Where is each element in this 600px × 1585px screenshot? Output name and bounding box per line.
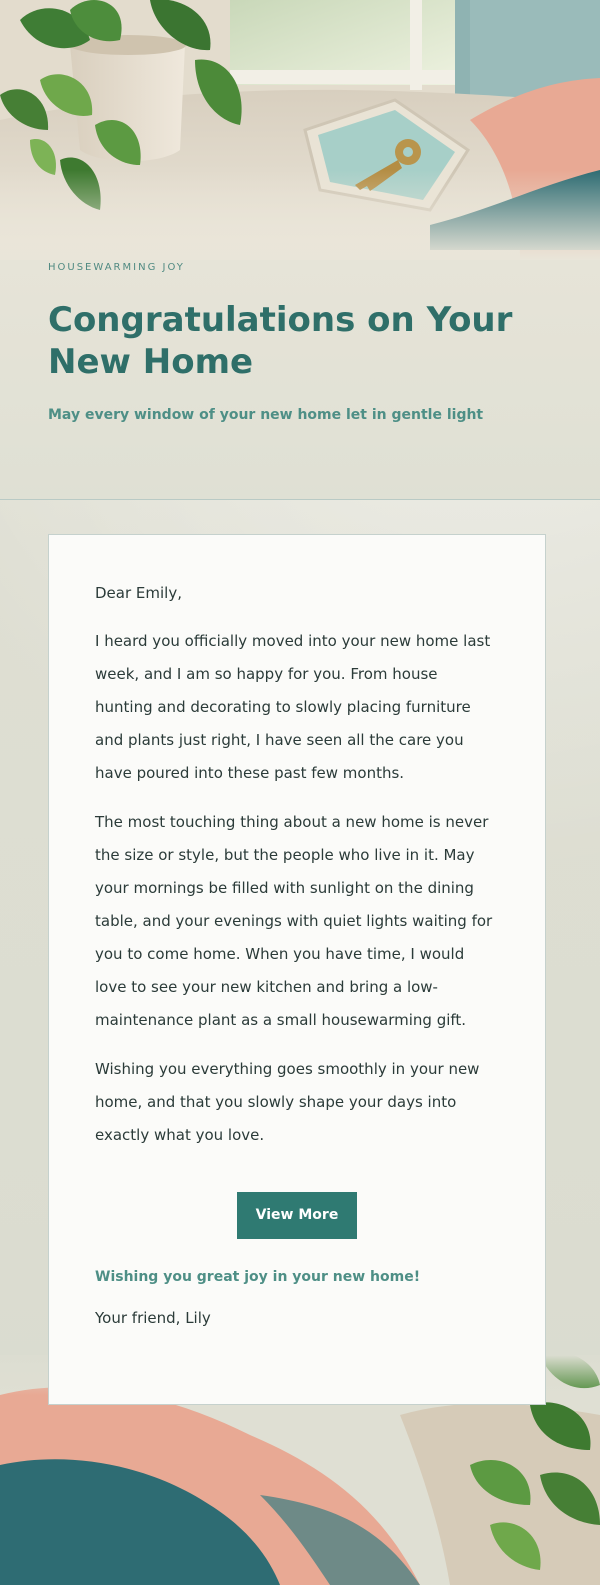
page-title: Congratulations on Your New Home (48, 300, 513, 382)
cta-container (95, 1192, 499, 1239)
letter-card (48, 534, 546, 1405)
letter-paragraph: I heard you officially moved into your new home last week, and I am so happy for you. From house hunting and decorating to slowly placing furniture and plants just right, I have seen all the care you have poured into these past few months. (95, 632, 491, 782)
eyebrow-label: HOUSEWARMING JOY (48, 262, 185, 273)
closing-line: Wishing you great joy in your new home! (95, 1269, 421, 1285)
letter-paragraph: The most touching thing about a new home is never the size or style, but the people who live in it. May your mornings be filled with sunlight on the dining table, and your evenings with quiet lights waiting for you to come home. When you have time, I would love to see your new kitchen and bring a low-maintenance plant as a small housewarming gift. (95, 813, 493, 1029)
section-divider (0, 499, 600, 500)
salutation: Dear Emily, (95, 584, 182, 602)
hero-text (48, 262, 558, 423)
letter-paragraph: Wishing you everything goes smoothly in your new home, and that you slowly shape your days into exactly what you love. (95, 1060, 480, 1144)
view-more-button[interactable]: View More (237, 1192, 358, 1239)
hero-section (0, 0, 600, 500)
hero-image (0, 0, 600, 260)
signature: Your friend, Lily (95, 1309, 211, 1327)
hero-subtitle: May every window of your new home let in gentle light (48, 407, 484, 423)
